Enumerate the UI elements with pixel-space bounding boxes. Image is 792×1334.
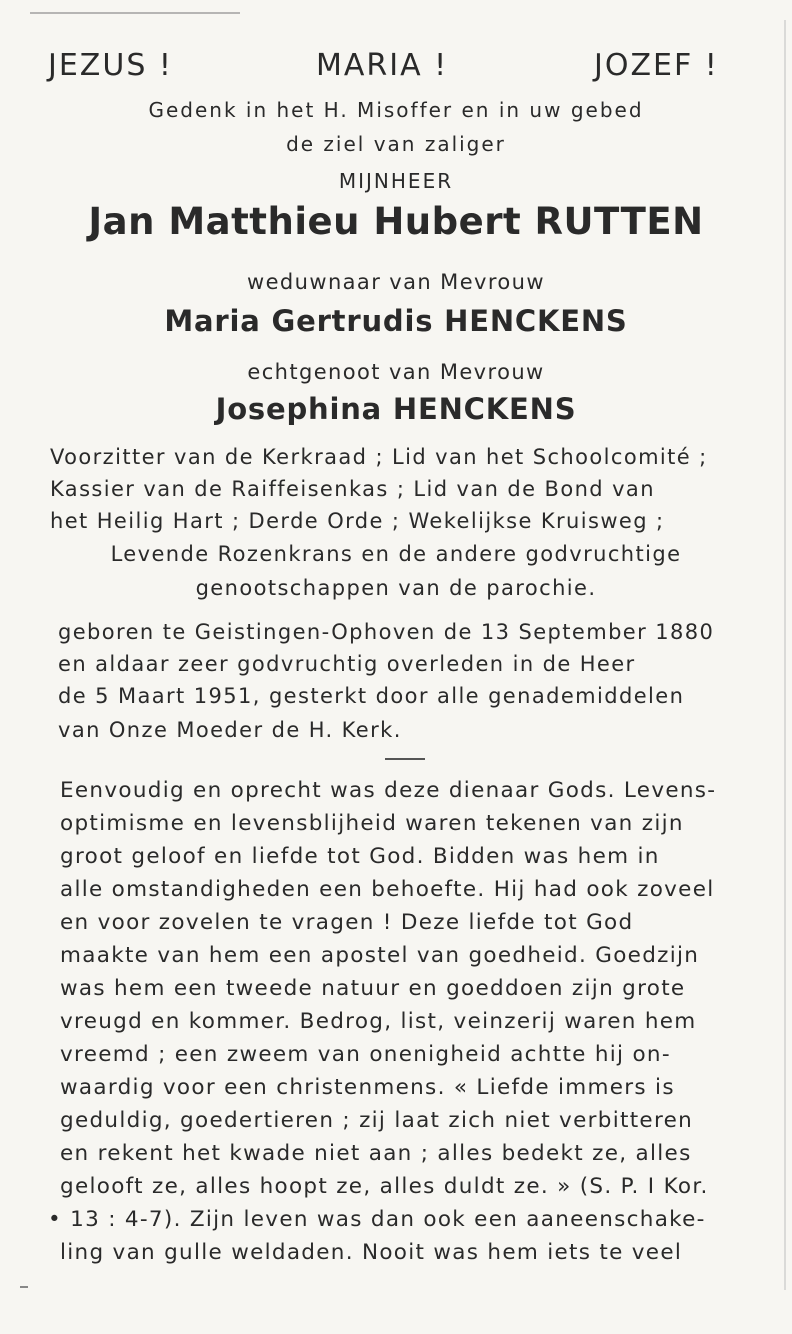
functions-line-1: Voorzitter van de Kerkraad ; Lid van het Schoolcomité ;: [50, 445, 708, 469]
relation-husband: echtgenoot van Mevrouw: [247, 360, 545, 384]
birth-death-line-4: van Onze Moeder de H. Kerk.: [58, 718, 402, 742]
eulogy-line-7: was hem een tweede natuur en goeddoen zijn grote: [60, 976, 686, 1001]
eulogy-line-9: vreemd ; een zweem van onenigheid achtte hij on-: [60, 1042, 671, 1067]
intro-line-2: de ziel van zaliger: [286, 132, 506, 156]
invocation-jezus: JEZUS !: [48, 48, 173, 83]
deceased-name: Jan Matthieu Hubert RUTTEN: [88, 200, 704, 243]
functions-line-3: het Heilig Hart ; Derde Orde ; Wekelijkse Kruisweg ;: [50, 509, 665, 533]
eulogy-line-12: en rekent het kwade niet aan ; alles bedekt ze, alles: [60, 1141, 692, 1166]
second-spouse-name: Josephina HENCKENS: [215, 392, 577, 426]
eulogy-line-2: optimisme en levensblijheid waren tekenen van zijn: [60, 811, 684, 836]
eulogy-line-13: gelooft ze, alles hoopt ze, alles duldt ze. » (S. P. I Kor.: [60, 1174, 709, 1199]
birth-death-line-2: en aldaar zeer godvruchtig overleden in de Heer: [58, 652, 636, 676]
eulogy-line-14: • 13 : 4-7). Zijn leven was dan ook een aaneenschake-: [48, 1207, 706, 1232]
section-divider: [385, 758, 425, 760]
birth-death-line-3: de 5 Maart 1951, gesterkt door alle genademiddelen: [58, 684, 685, 708]
eulogy-line-5: en voor zovelen te vragen ! Deze liefde tot God: [60, 910, 634, 935]
eulogy-line-4: alle omstandigheden een behoefte. Hij had ook zoveel: [60, 877, 715, 902]
intro-line-1: Gedenk in het H. Misoffer en in uw gebed: [148, 98, 644, 122]
eulogy-line-11: geduldig, goedertieren ; zij laat zich niet verbitteren: [60, 1108, 694, 1133]
top-rule: [30, 12, 240, 14]
bottom-mark: [20, 1286, 28, 1288]
eulogy-line-1: Eenvoudig en oprecht was deze dienaar Gods. Levens-: [60, 778, 717, 803]
invocation-maria: MARIA !: [316, 48, 449, 83]
eulogy-line-15: ling van gulle weldaden. Nooit was hem iets te veel: [60, 1240, 683, 1265]
functions-line-5: genootschappen van de parochie.: [195, 576, 597, 600]
first-spouse-name: Maria Gertrudis HENCKENS: [164, 304, 628, 338]
honorific-title: MIJNHEER: [338, 169, 454, 193]
invocation-jozef: JOZEF !: [594, 48, 719, 83]
eulogy-line-6: maakte van hem een apostel van goedheid. Goedzijn: [60, 943, 700, 968]
eulogy-line-3: groot geloof en liefde tot God. Bidden was hem in: [60, 844, 660, 869]
functions-line-4: Levende Rozenkrans en de andere godvruchtige: [110, 542, 682, 566]
birth-death-line-1: geboren te Geistingen-Ophoven de 13 September 1880: [58, 620, 715, 644]
relation-widower: weduwnaar van Mevrouw: [247, 270, 545, 294]
eulogy-line-10: waardig voor een christenmens. « Liefde immers is: [60, 1075, 675, 1100]
functions-line-2: Kassier van de Raiffeisenkas ; Lid van de Bond van: [50, 477, 655, 501]
eulogy-line-8: vreugd en kommer. Bedrog, list, veinzerij waren hem: [60, 1009, 697, 1034]
